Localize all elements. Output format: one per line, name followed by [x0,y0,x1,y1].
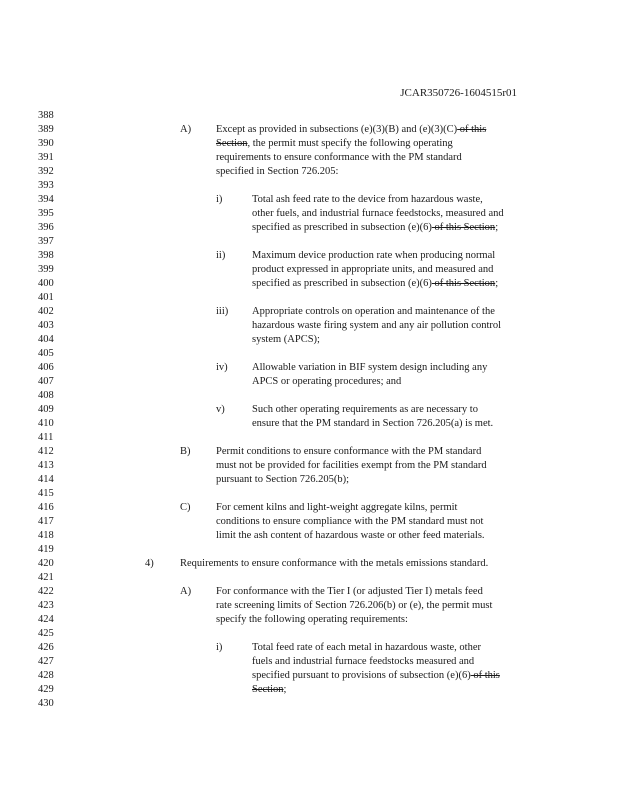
text-line-content: Section, the permit must specify the following operating [216,138,453,149]
line-number: 420 [38,558,54,569]
text-line-content: Allowable variation in BIF system design including any [252,362,488,373]
line-number: 422 [38,586,54,597]
text-line [0,151,625,165]
text-line [0,403,625,417]
text-line [0,165,625,179]
line-number: 415 [38,488,54,499]
line-number: 429 [38,684,54,695]
text-line [0,501,625,515]
line-number: 416 [38,502,54,513]
line-number: 417 [38,516,54,527]
text-line [0,613,625,627]
subsection-label: i) [216,194,223,205]
text-line-content: rate screening limits of Section 726.206(b) or (e), the permit must [216,600,493,611]
document-id-header: JCAR350726-1604515r01 [400,87,517,99]
subsection-label: iii) [216,306,229,317]
text-line-content: For conformance with the Tier I (or adjusted Tier I) metals feed [216,586,483,597]
line-number: 401 [38,292,54,303]
line-number: 403 [38,320,54,331]
subsection-label: A) [180,124,192,135]
text-line-content: pursuant to Section 726.205(b); [216,474,349,485]
text-line [0,123,625,137]
struck-text: of this [457,124,487,135]
subsection-label: A) [180,586,192,597]
text-line-content: For cement kilns and light-weight aggregate kilns, permit [216,502,458,513]
line-number: 392 [38,166,54,177]
text-line [0,193,625,207]
text-line-content: APCS or operating procedures; and [252,376,402,387]
line-number: 394 [38,194,54,205]
text-line-content: Requirements to ensure conformance with the metals emissions standard. [180,558,489,569]
line-number: 410 [38,418,54,429]
text-line [0,417,625,431]
text-line-content: specified as prescribed in subsection (e)(6) of this Section; [252,222,499,233]
text-line [0,683,625,697]
text-line [0,361,625,375]
text-line [0,249,625,263]
text-line-content: ensure that the PM standard in Section 726.205(a) is met. [252,418,494,429]
text-line [0,585,625,599]
text-line-content: other fuels, and industrial furnace feedstocks, measured and [252,208,504,219]
text-line [0,207,625,221]
text-line-content: requirements to ensure conformance with the PM standard [216,152,462,163]
line-number: 419 [38,544,54,555]
text-line [0,333,625,347]
subsection-label: C) [180,502,191,513]
text-line [0,515,625,529]
line-number: 423 [38,600,54,611]
line-number: 425 [38,628,54,639]
line-number: 400 [38,278,54,289]
text-line-content: Such other operating requirements as are necessary to [252,404,478,415]
text-line [0,375,625,389]
struck-text: of this Section [431,278,496,289]
text-line-content: specify the following operating requirements: [216,614,408,625]
text-line [0,557,625,571]
text-line-content: Except as provided in subsections (e)(3)(B) and (e)(3)(C) of this [216,124,487,135]
subsection-label: 4) [145,558,154,569]
subsection-label: iv) [216,362,228,373]
subsection-label: ii) [216,250,226,261]
text-line [0,655,625,669]
text-line-content: conditions to ensure compliance with the PM standard must not [216,516,484,527]
line-number: 427 [38,656,54,667]
line-number: 397 [38,236,54,247]
subsection-label: i) [216,642,223,653]
text-line [0,641,625,655]
subsection-label: B) [180,446,191,457]
text-line-content: specified in Section 726.205: [216,166,339,177]
text-line-content: must not be provided for facilities exempt from the PM standard [216,460,487,471]
struck-text: Section [252,684,284,695]
text-line [0,221,625,235]
line-number: 411 [38,432,54,443]
subsection-label: v) [216,404,225,415]
line-number: 393 [38,180,54,191]
line-number: 391 [38,152,54,163]
text-line [0,277,625,291]
text-line [0,319,625,333]
line-number: 395 [38,208,54,219]
line-number: 396 [38,222,54,233]
line-number: 407 [38,376,54,387]
line-number: 430 [38,698,54,709]
text-line-content: Section; [252,684,287,695]
struck-text: Section [216,138,248,149]
text-line-content: specified pursuant to provisions of subsection (e)(6) of this [252,670,500,681]
text-line-content: Maximum device production rate when producing normal [252,250,496,261]
line-number: 424 [38,614,54,625]
line-number: 412 [38,446,54,457]
line-number: 404 [38,334,54,345]
text-line [0,305,625,319]
line-number: 414 [38,474,54,485]
text-line-content: specified as prescribed in subsection (e)(6) of this Section; [252,278,499,289]
line-number: 408 [38,390,54,401]
text-line [0,445,625,459]
line-number: 421 [38,572,54,583]
struck-text: of this [470,670,500,681]
line-number: 426 [38,642,54,653]
line-number: 405 [38,348,54,359]
text-line-content: product expressed in appropriate units, and measured and [252,264,494,275]
line-number: 389 [38,124,54,135]
line-number: 388 [38,110,54,121]
line-number: 390 [38,138,54,149]
line-number: 402 [38,306,54,317]
text-line [0,137,625,151]
struck-text: of this Section [431,222,496,233]
line-number: 413 [38,460,54,471]
line-number: 428 [38,670,54,681]
text-line-content: hazardous waste firing system and any air pollution control [252,320,502,331]
text-line [0,473,625,487]
text-line [0,599,625,613]
line-number: 409 [38,404,54,415]
text-line-content: Total ash feed rate to the device from hazardous waste, [252,194,483,205]
text-line-content: limit the ash content of hazardous waste or other feed materials. [216,530,485,541]
text-line [0,669,625,683]
line-number: 399 [38,264,54,275]
line-number: 406 [38,362,54,373]
text-line [0,529,625,543]
text-line-content: fuels and industrial furnace feedstocks measured and [252,656,475,667]
text-line-content: system (APCS); [252,334,320,345]
line-number: 398 [38,250,54,261]
line-number: 418 [38,530,54,541]
text-line-content: Appropriate controls on operation and maintenance of the [252,306,495,317]
text-line [0,263,625,277]
text-line-content: Total feed rate of each metal in hazardous waste, other [252,642,481,653]
text-line-content: Permit conditions to ensure conformance with the PM standard [216,446,482,457]
text-line [0,459,625,473]
